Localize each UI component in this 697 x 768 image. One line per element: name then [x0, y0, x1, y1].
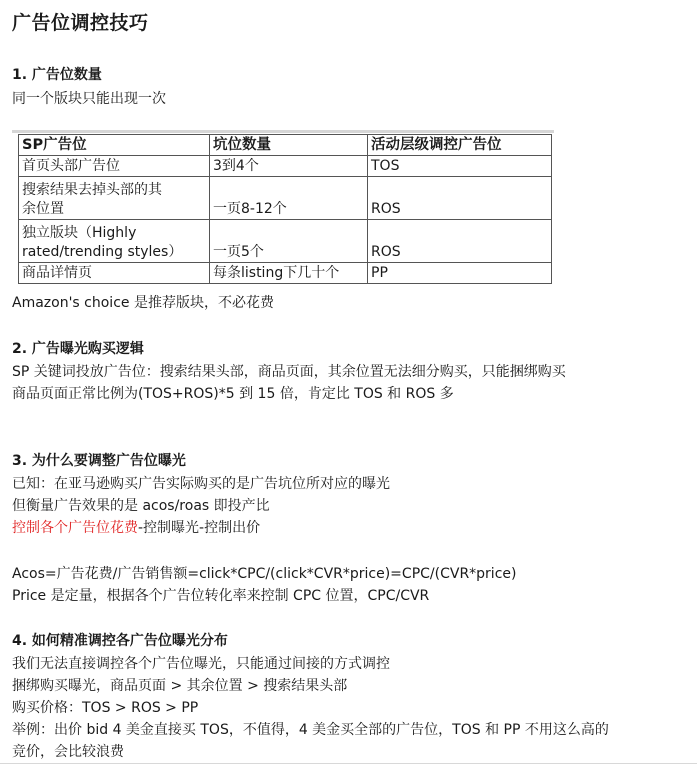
section-3-text: Price 是定量，根据各个广告位转化率来控制 CPC 位置，CPC/CVR [12, 588, 430, 604]
table-cell: 每条listing下几十个 [210, 263, 368, 284]
table-cell: TOS [368, 156, 552, 177]
section-4-heading: 4. 如何精准调控各广告位曝光分布 [12, 633, 228, 649]
table-cell: PP [368, 263, 552, 284]
highlight-text: 控制各个广告位花费 [12, 520, 138, 536]
table-cell: 商品详情页 [19, 263, 210, 284]
ad-slot-table [18, 134, 552, 284]
section-3-heading: 3. 为什么要调整广告位曝光 [12, 453, 186, 469]
table-row [19, 263, 552, 284]
section-1-heading: 1. 广告位数量 [12, 67, 102, 83]
amazon-choice-note: Amazon's choice 是推荐版块，不必花费 [12, 295, 274, 311]
section-2-text: SP 关键词投放广告位：搜索结果头部，商品页面，其余位置无法细分购买，只能捆绑购买 [12, 364, 566, 380]
table-cell: ROS [368, 220, 552, 263]
table-row [19, 156, 552, 177]
table-row [19, 220, 552, 263]
table-cell: 搜索结果去掉头部的其 余位置 [19, 177, 210, 220]
section-1-text: 同一个版块只能出现一次 [12, 91, 166, 107]
table-top-rule [12, 130, 554, 133]
bottom-divider [0, 763, 697, 764]
section-4-text: 购买价格：TOS > ROS > PP [12, 700, 199, 716]
section-4-text: 我们无法直接调控各个广告位曝光，只能通过间接的方式调控 [12, 656, 390, 672]
table-cell: ROS [368, 177, 552, 220]
section-2-heading: 2. 广告曝光购买逻辑 [12, 341, 144, 357]
section-4-text: 竞价，会比较浪费 [12, 744, 124, 760]
section-2-text: 商品页面正常比例为(TOS+ROS)*5 到 15 倍，肯定比 TOS 和 ROS 多 [12, 386, 454, 402]
section-3-text: 已知：在亚马逊购买广告实际购买的是广告坑位所对应的曝光 [12, 476, 390, 492]
section-3-text: 控制各个广告位花费-控制曝光-控制出价 [12, 520, 261, 536]
table-cell: 一页5个 [210, 220, 368, 263]
table-cell: 独立版块（Highly rated/trending styles） [19, 220, 210, 263]
table-row [19, 177, 552, 220]
table-cell: 一页8-12个 [210, 177, 368, 220]
table-header-cell: 坑位数量 [210, 135, 368, 156]
section-3-text: 但衡量广告效果的是 acos/roas 即投产比 [12, 498, 270, 514]
page-title: 广告位调控技巧 [12, 12, 149, 34]
table-cell: 首页头部广告位 [19, 156, 210, 177]
acos-formula: Acos=广告花费/广告销售额=click*CPC/(click*CVR*price)=CPC/(CVR*price) [12, 566, 517, 582]
table-cell: 3到4个 [210, 156, 368, 177]
table-header-cell: SP广告位 [19, 135, 210, 156]
section-4-text: 捆绑购买曝光，商品页面 > 其余位置 > 搜索结果头部 [12, 678, 348, 694]
table-header-cell: 活动层级调控广告位 [368, 135, 552, 156]
section-4-text: 举例：出价 bid 4 美金直接买 TOS，不值得，4 美金买全部的广告位，TOS 和 PP 不用这么高的 [12, 722, 609, 738]
